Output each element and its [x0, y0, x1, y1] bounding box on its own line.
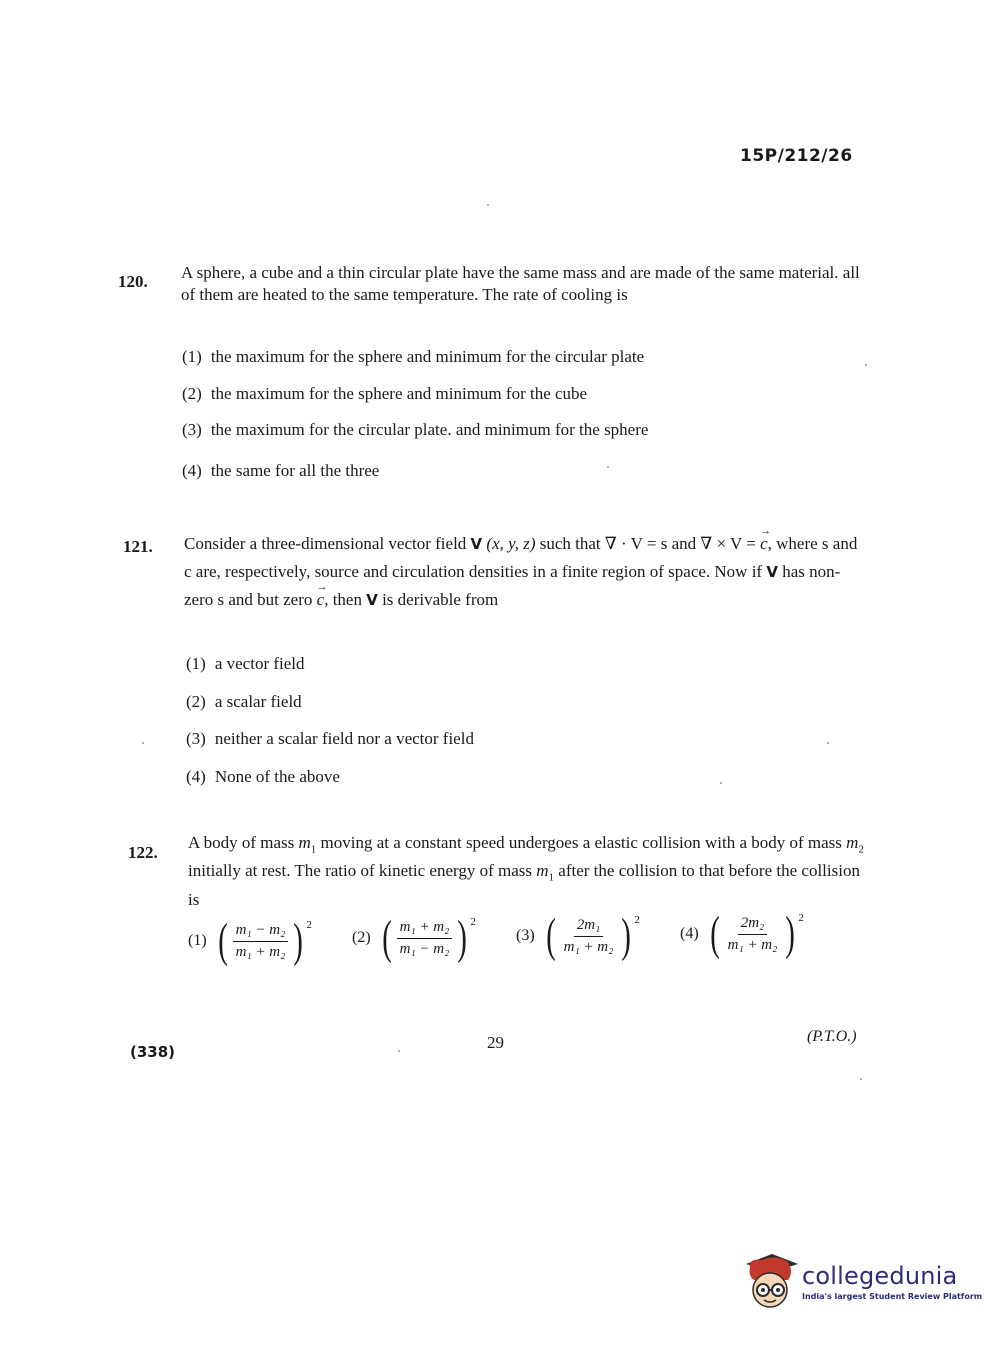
- logo-tagline: India's largest Student Review Platform: [802, 1291, 983, 1301]
- option-121-2: (2) a scalar field: [186, 692, 302, 711]
- vector-c-zero: → c: [317, 586, 325, 614]
- option-122-2: (2) ( $\frac{\text{m₁ + m₂}}{\text{m₁ − m₂}}$ ) 2: [352, 911, 476, 964]
- left-paren: (: [217, 914, 228, 967]
- paper-code: 15P/212/26: [740, 146, 853, 166]
- scan-speck: [487, 204, 489, 206]
- option-120-2: (2) the maximum for the sphere and minimum for the cube: [182, 384, 588, 403]
- option-122-1: (1) ( $\frac{\text{m₁ − m₂}}{\text{m₁ + m₂}}$ ) 2: [188, 914, 312, 967]
- right-paren: ): [785, 907, 796, 960]
- option-121-1: (1) a vector field: [186, 654, 305, 673]
- question-stem-121: Consider a three-dimensional vector field V (x, y, z) such that ∇ · V = s and ∇ × V = → c, where s and c are, respectively, source and circulation densities in a finite region of space. Now if V has non-zero s and but zero → c, then V is derivable from: [184, 530, 866, 614]
- question-stem-120: A sphere, a cube and a thin circular plate have the same mass and are made of the same material. all of them are heated to the same temperature. The rate of cooling is: [181, 263, 860, 304]
- left-paren: (: [545, 909, 556, 962]
- scan-speck: [827, 742, 829, 744]
- right-paren: ): [621, 909, 632, 962]
- scan-speck: [398, 1050, 400, 1052]
- fraction: $\frac{\text{m₁ − m₂}}{\text{m₁ + m₂}}$: [231, 922, 291, 961]
- right-paren: ): [293, 914, 304, 967]
- question-number-122: 122.: [128, 843, 158, 862]
- scan-speck: [142, 742, 144, 744]
- option-121-3: (3) neither a scalar field nor a vector field: [186, 729, 474, 748]
- scan-speck: [720, 782, 722, 784]
- collegedunia-watermark: [742, 1250, 982, 1312]
- question-stem-122: A body of mass $m_1$ moving at a constant speed undergoes a elastic collision with a body of mass $m_2$ initially at rest. The ratio of kinetic energy of mass $m_1$ after the collision to that before the collision is: [188, 833, 864, 909]
- logo-text: [802, 1262, 982, 1301]
- footer-code: (338): [130, 1043, 176, 1061]
- question-number-121: 121.: [123, 537, 153, 556]
- left-paren: (: [381, 911, 392, 964]
- option-121-4: (4) None of the above: [186, 767, 340, 786]
- fraction: $\frac{\text{2m₁}}{\text{m₁ + m₂}}$: [563, 916, 614, 955]
- fraction: $\frac{\text{2m₂}}{\text{m₁ + m₂}}$: [727, 914, 778, 953]
- left-paren: (: [709, 907, 720, 960]
- option-120-1: (1) the maximum for the sphere and minimum for the circular plate: [182, 347, 645, 366]
- option-120-3: (3) the maximum for the circular plate. and minimum for the sphere: [182, 420, 649, 439]
- scan-speck: [865, 364, 867, 366]
- option-120-4: (4) the same for all the three: [182, 461, 380, 480]
- scan-speck: [607, 466, 609, 468]
- right-paren: ): [457, 911, 468, 964]
- mascot-logo-icon: [742, 1250, 800, 1312]
- logo-name: collegedunia: [802, 1261, 958, 1290]
- pto-note: (P.T.O.): [807, 1028, 857, 1045]
- option-122-4: (4) ( $\frac{\text{2m₂}}{\text{m₁ + m₂}}$ ) 2: [680, 907, 804, 960]
- question-number-120: 120.: [118, 272, 148, 291]
- option-122-3: (3) ( $\frac{\text{2m₁}}{\text{m₁ + m₂}}$ ) 2: [516, 909, 640, 962]
- scan-speck: [860, 1078, 862, 1080]
- fraction: $\frac{\text{m₁ + m₂}}{\text{m₁ − m₂}}$: [395, 919, 455, 958]
- vector-c: → c: [760, 530, 768, 558]
- page-number: 29: [487, 1033, 504, 1052]
